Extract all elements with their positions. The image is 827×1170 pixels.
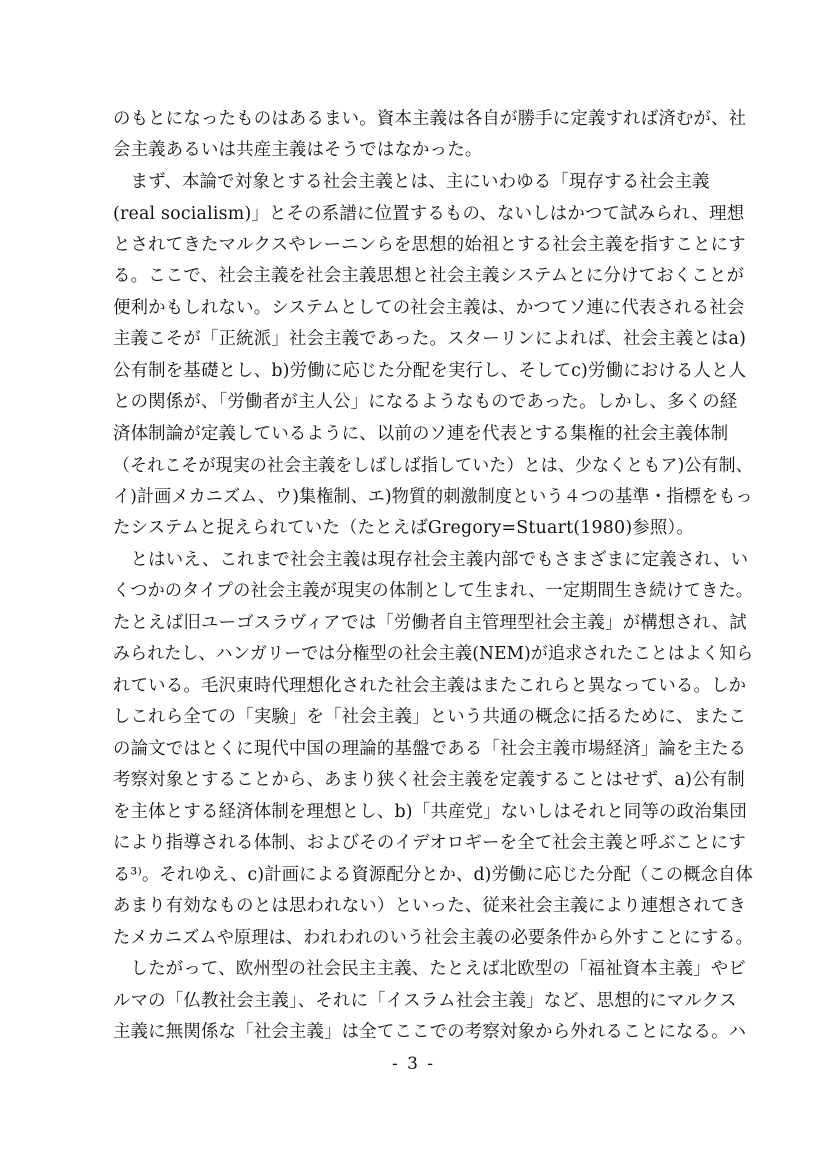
text-line: あまり有効なものとは思われない）といった、従来社会主義により連想されてき [113, 896, 747, 916]
text-line: ルマの「仏教社会主義」、それに「イスラム社会主義」など、思想的にマルクス [113, 991, 737, 1011]
text-line: とされてきたマルクスやレーニンらを思想的始祖とする社会主義を指すことにす [113, 235, 746, 255]
text-line: みられたし、ハンガリーでは分権型の社会主義(NEM)が追求されたことはよく知ら [113, 644, 754, 664]
text-line: たシステムと捉えられていた（たとえばGregory=Stuart(1980)参照）。 [113, 518, 694, 538]
text-line: る。ここで、社会主義を社会主義思想と社会主義システムとに分けておくことが [113, 266, 745, 286]
text-line: 公有制を基礎とし、b)労働に応じた分配を実行し、そしてc)労働における人と人 [113, 361, 747, 381]
text-line: (real socialism)」とその系譜に位置するもの、ないしはかつて試みられ、理想 [113, 204, 745, 224]
text-line: とはいえ、これまで社会主義は現存社会主義内部でもさまざまに定義され、い [113, 550, 749, 570]
text-line: を主体とする経済体制を理想とし、b)「共産党」ないしはそれと同等の政治集団 [113, 802, 747, 822]
text-line: 考察対象とすることから、あまり狭く社会主義を定義することはせず、a)公有制 [113, 770, 745, 790]
text-line: したがって、欧州型の社会民主主義、たとえば北欧型の「福祉資本主義」やビ [113, 959, 746, 979]
text-line: 主義こそが「正統派」社会主義であった。スターリンによれば、社会主義とはa) [113, 329, 747, 349]
text-line: により指導される体制、およびそのイデオロギーを全て社会主義と呼ぶことにす [113, 833, 746, 853]
text-line: 主義に無関係な「社会主義」は全てここでの考察対象から外れることになる。ハ [113, 1022, 747, 1042]
text-line: れている。毛沢東時代理想化された社会主義はまたこれらと異なっている。しか [113, 676, 747, 696]
text-line: たメカニズムや原理は、われわれのいう社会主義の必要条件から外すことにする。 [113, 928, 753, 948]
text-line: との関係が、「労働者が主人公」になるようなものであった。しかし、多くの経 [113, 392, 738, 412]
text-line: くつかのタイプの社会主義が現実の体制として生まれ、一定期間生き続けてきた。 [113, 581, 754, 601]
text-line: の論文ではとくに現代中国の理論的基盤である「社会主義市場経済」論を主たる [113, 739, 747, 759]
text-line: 済体制論が定義しているように、以前のソ連を代表とする集権的社会主義体制 [113, 424, 729, 444]
text-line: しこれら全ての「実験」を「社会主義」という共通の概念に括るために、またこ [113, 707, 747, 727]
text-line: 会主義あるいは共産主義はそうではなかった。 [113, 140, 483, 160]
text-line: たとえば旧ユーゴスラヴィアでは「労働者自主管理型社会主義」が構想され、試 [113, 613, 747, 633]
text-line: （それこそが現実の社会主義をしばしば指していた）とは、少なくともア)公有制、 [113, 456, 753, 476]
text-line: のもとになったものはあるまい。資本主義は各自が勝手に定義すれば済むが、社 [113, 109, 747, 129]
text-line: 便利かもしれない。システムとしての社会主義は、かつてソ連に代表される社会 [113, 298, 745, 318]
text-line: る³⁾。それゆえ、c)計画による資源配分とか、d)労働に応じた分配（この概念自体 [113, 865, 754, 885]
text-line: イ)計画メカニズム、ウ)集権制、エ)物質的刺激制度という４つの基準・指標をもっ [113, 487, 753, 507]
text-line: まず、本論で対象とする社会主義とは、主にいわゆる「現存する社会主義 [113, 172, 710, 192]
page-number: - 3 - [391, 1054, 436, 1074]
